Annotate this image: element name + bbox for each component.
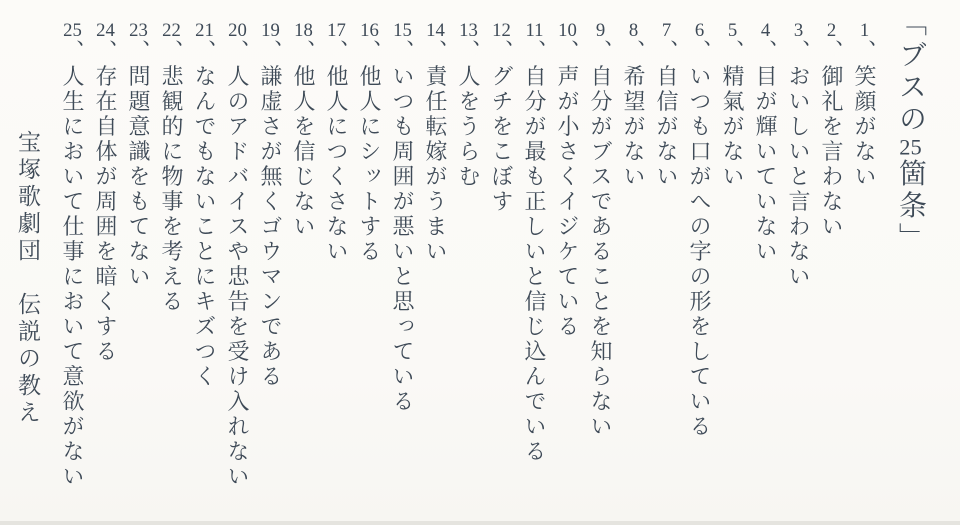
item-text: 自分がブスであることを知らない [588,64,613,440]
item-comma: 、 [126,39,151,65]
item-text: いつも周囲が悪いと思っている [390,64,415,415]
item-number: 10 [558,21,577,40]
item-comma: 、 [720,39,745,65]
item-text: 笑顔がない [852,64,877,190]
item-text: 人をうらむ [456,64,481,190]
item-text: 自信がない [654,64,679,190]
item-number: 11 [525,21,544,40]
item-comma: 、 [423,39,448,65]
item-number: 12 [492,21,511,40]
item-number: 14 [426,21,445,40]
item-number: 3 [793,21,804,40]
scan-edge-shadow [0,521,960,525]
item-comma: 、 [819,39,844,65]
item-number: 24 [96,21,115,40]
list-item-25 [56,8,89,517]
item-text: なんでもないことにキズつく [192,64,217,390]
item-text: 問題意識をもてない [126,64,151,290]
list-item-3 [782,8,815,517]
item-text: 他人を信じない [291,64,316,240]
list-item-17 [320,8,353,517]
item-comma: 、 [522,39,547,65]
item-text: 謙虚さが無くゴウマンである [258,64,283,390]
list-item-12 [485,8,518,517]
item-comma: 、 [588,39,613,65]
list-item-15 [386,8,419,517]
page-title [887,8,933,517]
item-comma: 、 [291,39,316,65]
title-number: 25 [899,136,922,159]
list-item-22 [155,8,188,517]
item-text: いつも口がへの字の形をしている [687,64,712,440]
item-number: 1 [859,21,870,40]
item-comma: 、 [852,39,877,65]
item-comma: 、 [93,39,118,65]
item-comma: 、 [687,39,712,65]
item-text: おいしいと言わない [786,64,811,290]
item-number: 18 [294,21,313,40]
item-comma: 、 [258,39,283,65]
item-number: 16 [360,21,379,40]
list-item-21 [188,8,221,517]
title-post: 箇条」 [895,158,926,255]
item-number: 7 [661,21,672,40]
item-text: 人のアドバイスや忠告を受け入れない [225,64,250,490]
item-number: 4 [760,21,771,40]
item-comma: 、 [159,39,184,65]
list-item-10 [551,8,584,517]
item-number: 25 [63,21,82,40]
list-item-4 [749,8,782,517]
item-text: 他人につくさない [324,64,349,265]
list-item-11 [518,8,551,517]
item-text: 精氣がない [720,64,745,190]
item-number: 20 [228,21,247,40]
item-comma: 、 [489,39,514,65]
list-item-2 [815,8,848,517]
item-text: 自分が最も正しいと信じ込んでいる [522,64,547,465]
item-number: 15 [393,21,412,40]
item-text: 目が輝いていない [753,64,778,265]
item-text: 存在自体が周囲を暗くする [93,64,118,365]
item-comma: 、 [324,39,349,65]
item-number: 2 [826,21,837,40]
item-number: 22 [162,21,181,40]
list-item-1 [848,8,881,517]
item-comma: 、 [357,39,382,65]
item-number: 23 [129,21,148,40]
item-number: 19 [261,21,280,40]
list-item-7 [650,8,683,517]
item-comma: 、 [654,39,679,65]
list-item-18 [287,8,320,517]
list-item-6 [683,8,716,517]
list-item-14 [419,8,452,517]
list-item-20 [221,8,254,517]
item-comma: 、 [555,39,580,65]
list-item-8 [617,8,650,517]
item-number: 5 [727,21,738,40]
item-number: 9 [595,21,606,40]
item-comma: 、 [192,39,217,65]
title-pre: 「ブスの [895,8,926,136]
item-text: 悲観的に物事を考える [159,64,184,315]
list-item-24 [89,8,122,517]
item-text: 責任転嫁がうまい [423,64,448,265]
item-comma: 、 [753,39,778,65]
list-item-23 [122,8,155,517]
item-text: 声が小さくイジケている [555,64,580,340]
item-comma: 、 [621,39,646,65]
item-number: 8 [628,21,639,40]
item-text: 他人にシットする [357,64,382,265]
item-text: グチをこぼす [489,64,514,215]
item-comma: 、 [60,39,85,65]
item-comma: 、 [786,39,811,65]
item-number: 6 [694,21,705,40]
list-item-16 [353,8,386,517]
item-number: 17 [327,21,346,40]
item-comma: 、 [456,39,481,65]
list-item-13 [452,8,485,517]
item-text: 希望がない [621,64,646,190]
item-text: 人生において仕事において意欲がない [60,64,85,490]
list-item-19 [254,8,287,517]
item-number: 13 [459,21,478,40]
item-comma: 、 [225,39,250,65]
item-comma: 、 [390,39,415,65]
list-item-9 [584,8,617,517]
item-text: 御礼を言わない [819,64,844,240]
item-number: 21 [195,21,214,40]
list-item-5 [716,8,749,517]
attribution: 宝塚歌劇団 伝説の教え [15,130,40,427]
